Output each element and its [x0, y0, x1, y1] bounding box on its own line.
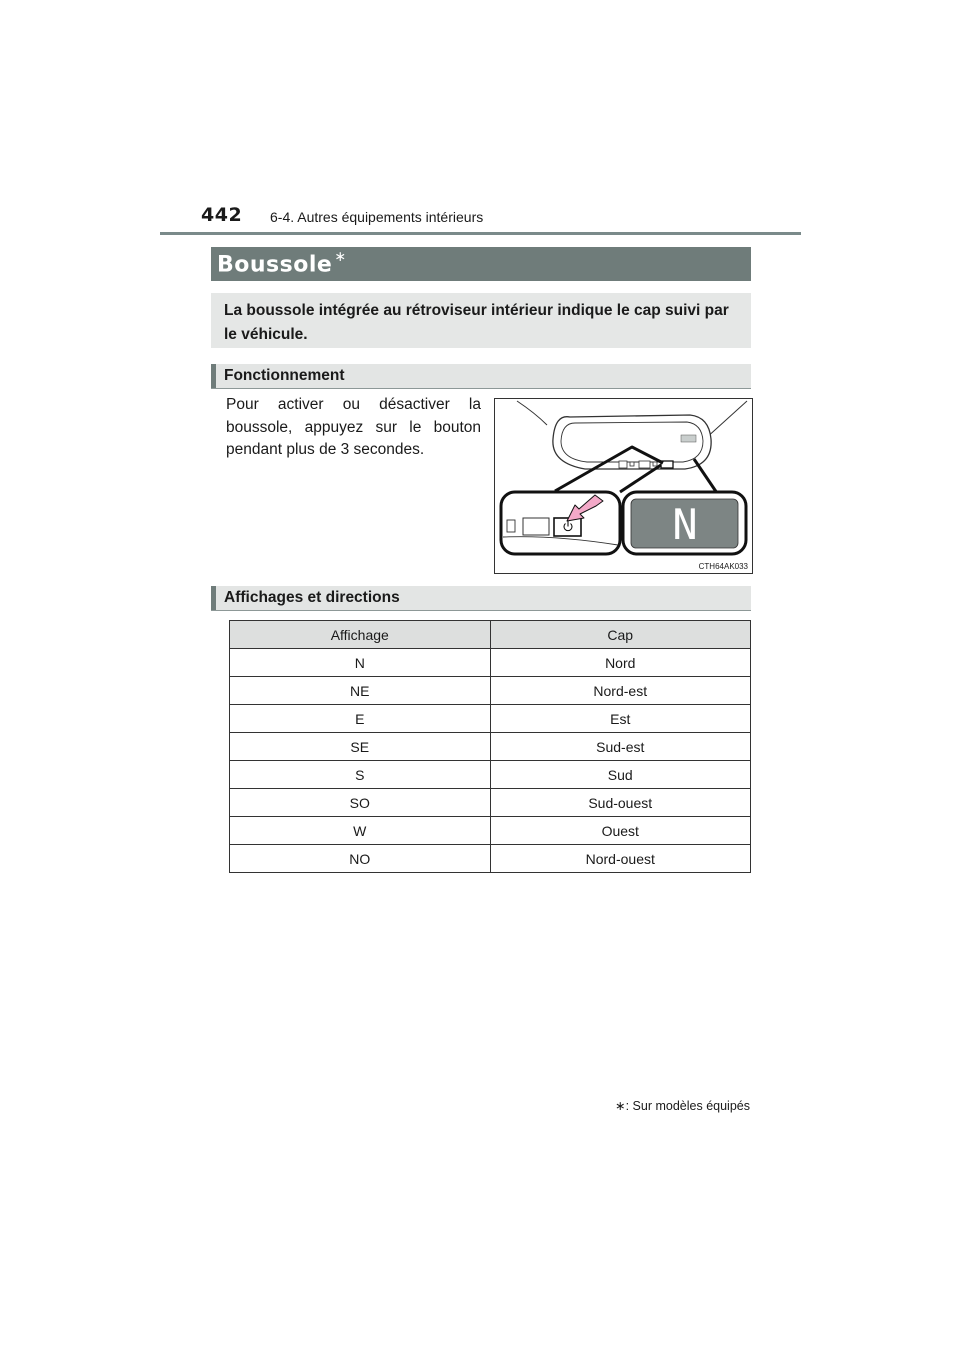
intro-text: La boussole intégrée au rétroviseur intérieur indique le cap suivi par le véhicule. — [224, 302, 729, 343]
heading-cell: Ouest — [490, 817, 751, 845]
heading-cell: Nord — [490, 649, 751, 677]
directions-table — [229, 620, 751, 873]
header-rule — [160, 232, 801, 235]
mirror-led — [653, 462, 657, 466]
heading-cell: Sud-ouest — [490, 789, 751, 817]
heading-fonctionnement — [211, 364, 751, 389]
title-marker: ∗ — [334, 249, 347, 265]
footnote — [615, 1098, 750, 1113]
figure-code: CTH64AK033 — [698, 562, 748, 571]
inset-button-middle — [523, 518, 549, 535]
display-cell: E — [230, 705, 491, 733]
title-text: Boussole — [217, 252, 333, 278]
table-row — [230, 817, 751, 845]
footnote-marker: ∗ — [615, 1099, 626, 1113]
display-cell: W — [230, 817, 491, 845]
heading-cell: Sud-est — [490, 733, 751, 761]
mirror-display — [681, 435, 696, 442]
mirror-illustration-svg — [495, 399, 752, 573]
table-row — [230, 705, 751, 733]
page-number: 442 — [201, 204, 243, 226]
windshield-line — [705, 401, 747, 439]
compass-letter: N — [672, 500, 698, 549]
table-header-row — [230, 621, 751, 649]
table-row — [230, 649, 751, 677]
windshield-line — [517, 401, 547, 425]
mirror-led — [630, 462, 634, 466]
display-cell: NE — [230, 677, 491, 705]
title-bar — [211, 247, 751, 281]
mirror-illustration — [494, 398, 753, 574]
heading-marker — [211, 364, 216, 388]
operation-text: Pour activer ou désactiver la boussole, appuyez sur le bouton pendant plus de 3 secondes. — [226, 396, 481, 458]
heading-label: Affichages et directions — [224, 589, 400, 606]
section-path: 6-4. Autres équipements intérieurs — [270, 209, 484, 225]
column-header: Cap — [490, 621, 751, 649]
table-row — [230, 845, 751, 873]
heading-cell: Nord-est — [490, 677, 751, 705]
heading-cell: Sud — [490, 761, 751, 789]
display-cell: SO — [230, 789, 491, 817]
table-row — [230, 789, 751, 817]
intro-box — [211, 293, 751, 348]
heading-cell: Est — [490, 705, 751, 733]
footnote-text: : Sur modèles équipés — [625, 1099, 750, 1113]
table-row — [230, 761, 751, 789]
inset-button-left — [507, 520, 515, 532]
table-row — [230, 677, 751, 705]
callout-line — [694, 459, 717, 493]
mirror-button — [639, 461, 650, 468]
display-cell: NO — [230, 845, 491, 873]
heading-affichages — [211, 586, 751, 611]
display-cell: N — [230, 649, 491, 677]
column-header: Affichage — [230, 621, 491, 649]
page-title — [217, 251, 347, 277]
mirror-button — [619, 461, 627, 468]
display-cell: SE — [230, 733, 491, 761]
heading-cell: Nord-ouest — [490, 845, 751, 873]
heading-marker — [211, 586, 216, 610]
display-cell: S — [230, 761, 491, 789]
table-row — [230, 733, 751, 761]
heading-label: Fonctionnement — [224, 367, 345, 384]
